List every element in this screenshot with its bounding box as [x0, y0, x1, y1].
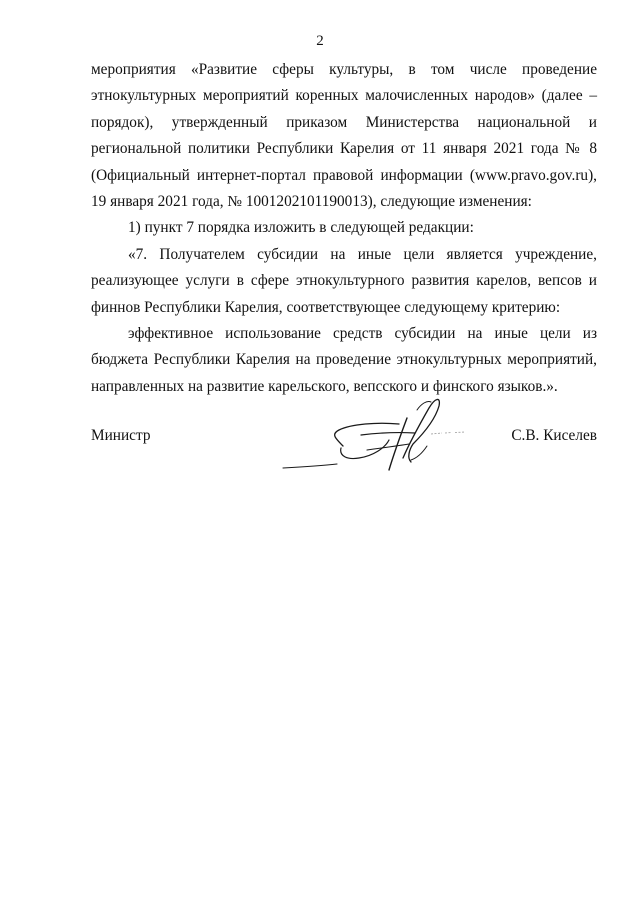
- paragraph-item-1: 1) пункт 7 порядка изложить в следующей редакции:: [128, 219, 474, 237]
- signer-name: С.В. Киселев: [511, 427, 597, 444]
- faint-stamp-mark-icon: [430, 430, 466, 436]
- signature-block: [91, 425, 597, 485]
- page-number: 2: [316, 33, 324, 49]
- paragraph-continuation: мероприятия «Развитие сферы культуры, в том числе проведение этнокультурных мероприятий коренных малочисленных народов» (далее – порядок), утвержденный приказом Министерства национальной и региональной политики Республики Карелия от 11 января 2021 года № 8 (Официальный интернет-портал правовой информации (www.pravo.gov.ru), 19 января 2021 года, № 1001202101190013), следующие изменения:: [91, 61, 597, 211]
- paragraph-criterion: эффективное использование средств субсидии на иные цели из бюджета Республики Карелия на проведение этнокультурных мероприятий, направленных на развитие карельского, вепсского и финского языков.».: [91, 325, 597, 395]
- signer-title: Министр: [91, 427, 151, 444]
- document-body: [91, 57, 597, 400]
- paragraph-clause-7: «7. Получателем субсидии на иные цели является учреждение, реализующее услуги в сфере этнокультурного развития карелов, вепсов и финнов Республики Карелия, соответствующее следующему критерию:: [91, 245, 597, 316]
